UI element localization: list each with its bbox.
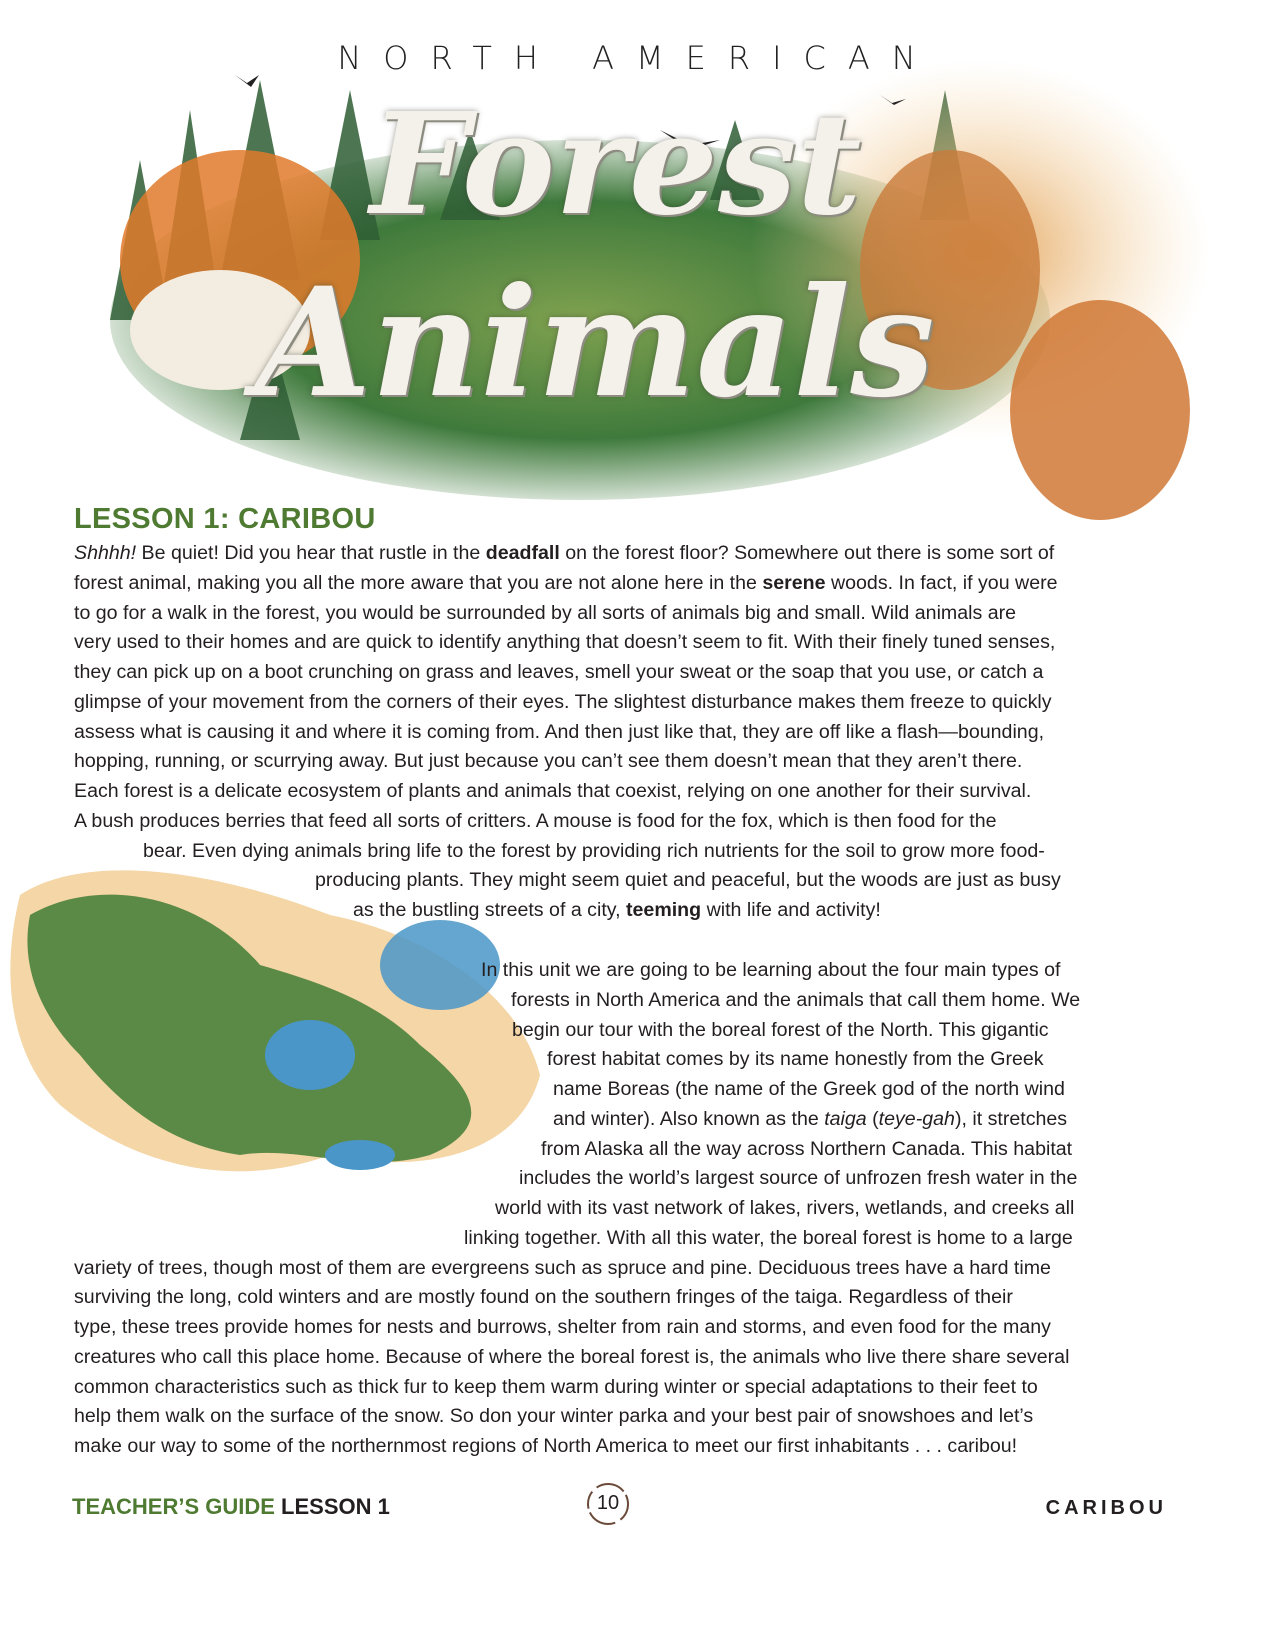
text-line bbox=[143, 839, 1045, 863]
text-line bbox=[74, 601, 1016, 625]
text-segment: assess what is causing it and where it is coming from. And then just like that, they are off like a flash—bounding, bbox=[74, 720, 1045, 743]
text-segment: forest animal, making you all the more aware that you are not alone here in the bbox=[74, 571, 763, 594]
text-segment: they can pick up on a boot crunching on grass and leaves, smell your sweat or the soap that you use, or catch a bbox=[74, 661, 1044, 683]
text-line bbox=[74, 1404, 1033, 1428]
text-segment: Each forest is a delicate ecosystem of plants and animals that coexist, relying on one another for their survival. bbox=[74, 780, 1032, 802]
text-segment: make our way to some of the northernmost regions of North America to meet our first inhabitants . . . caribou! bbox=[74, 1435, 1018, 1457]
text-line bbox=[74, 809, 996, 833]
page-number-text: 10 bbox=[596, 1492, 620, 1514]
text-line bbox=[553, 1077, 1065, 1101]
text-segment: with life and activity! bbox=[701, 899, 881, 921]
text-segment: help them walk on the surface of the snow. So don your winter parka and your best pair of snowshoes and let’s bbox=[74, 1405, 1034, 1428]
text-line bbox=[74, 660, 1043, 684]
text-segment: Be quiet! Did you hear that rustle in the bbox=[136, 542, 486, 564]
footer-guide-label bbox=[72, 1493, 390, 1521]
text-line bbox=[74, 541, 1054, 565]
text-line bbox=[464, 1226, 1073, 1250]
text-segment: producing plants. They might seem quiet and peaceful, but the woods are just as busy bbox=[315, 869, 1061, 892]
text-segment: forest habitat comes by its name honestly from the Greek bbox=[547, 1048, 1044, 1071]
text-segment: and winter). Also known as the bbox=[553, 1107, 825, 1130]
text-segment: common characteristics such as thick fur to keep them warm during winter or special adaptations to their feet to bbox=[74, 1375, 1038, 1398]
text-segment: In this unit we are going to be learning about the four main types of bbox=[481, 959, 1061, 981]
text-segment: Shhhh! bbox=[74, 542, 137, 564]
banner-title-animals: Animals bbox=[255, 255, 935, 431]
text-segment: from Alaska all the way across Northern Canada. This habitat bbox=[541, 1137, 1073, 1160]
text-line bbox=[74, 690, 1052, 714]
text-segment: begin our tour with the boreal forest of the North. This gigantic bbox=[512, 1018, 1049, 1041]
text-segment: to go for a walk in the forest, you would be surrounded by all sorts of animals big and small. Wild animals are bbox=[74, 601, 1017, 624]
text-segment: world with its vast network of lakes, rivers, wetlands, and creeks all bbox=[495, 1197, 1075, 1219]
text-segment: type, these trees provide homes for nests and burrows, shelter from rain and storms, and even food for the many bbox=[74, 1316, 1051, 1338]
text-segment: as the bustling streets of a city, bbox=[353, 899, 626, 921]
vocab-word: deadfall bbox=[485, 542, 560, 564]
text-line bbox=[74, 749, 1022, 773]
banner-title-forest: Forest bbox=[370, 83, 862, 247]
text-segment: surviving the long, cold winters and are mostly found on the southern fringes of the taiga. Regardless of their bbox=[74, 1286, 1013, 1309]
text-line bbox=[547, 1047, 1044, 1071]
text-line bbox=[74, 1285, 1013, 1309]
vocab-word: teeming bbox=[626, 899, 702, 921]
text-line bbox=[74, 1315, 1051, 1339]
teachers-guide-label: TEACHER’S GUIDE bbox=[72, 1494, 275, 1519]
text-segment: includes the world’s largest source of unfrozen fresh water in the bbox=[519, 1167, 1078, 1190]
text-line bbox=[519, 1166, 1077, 1190]
text-segment: taiga bbox=[824, 1107, 867, 1130]
banner-subtitle: NORTH AMERICAN bbox=[337, 39, 938, 77]
page-number bbox=[580, 1478, 636, 1528]
text-line bbox=[74, 630, 1055, 654]
text-line bbox=[511, 988, 1080, 1012]
text-segment: ), it stretches bbox=[954, 1107, 1068, 1130]
footer-lesson-label: LESSON 1 bbox=[281, 1494, 390, 1519]
text-segment: hopping, running, or scurrying away. But just because you can’t see them doesn’t mean that they aren’t there. bbox=[74, 750, 1023, 773]
text-segment: woods. In fact, if you were bbox=[825, 571, 1058, 594]
text-segment: glimpse of your movement from the corners of their eyes. The slightest disturbance makes them freeze to quickly bbox=[74, 690, 1052, 713]
lesson-heading: LESSON 1: CARIBOU bbox=[74, 503, 376, 535]
text-line bbox=[353, 898, 881, 922]
text-segment: ( bbox=[866, 1107, 879, 1130]
text-segment: linking together. With all this water, the boreal forest is home to a large bbox=[464, 1226, 1073, 1249]
text-line bbox=[74, 720, 1044, 744]
text-line bbox=[481, 958, 1060, 982]
text-segment: teye-gah bbox=[878, 1107, 955, 1130]
text-segment: forests in North America and the animals that call them home. We bbox=[511, 988, 1081, 1011]
text-segment: bear. Even dying animals bring life to the forest by providing rich nutrients for the soil to grow more food- bbox=[143, 839, 1045, 862]
text-segment: creatures who call this place home. Because of where the boreal forest is, the animals who live there share several bbox=[74, 1345, 1070, 1368]
text-line bbox=[74, 1434, 1017, 1458]
text-segment: very used to their homes and are quick to identify anything that doesn’t seem to fit. With their finely tuned senses, bbox=[74, 631, 1056, 654]
text-segment: A bush produces berries that feed all sorts of critters. A mouse is food for the fox, which is then food for the bbox=[74, 809, 997, 832]
text-line bbox=[74, 779, 1031, 803]
text-line bbox=[553, 1107, 1067, 1131]
text-line bbox=[315, 868, 1061, 892]
text-line bbox=[512, 1018, 1049, 1042]
text-line bbox=[541, 1137, 1072, 1161]
text-line bbox=[74, 1345, 1069, 1369]
text-line bbox=[74, 1256, 1051, 1280]
vocab-word: serene bbox=[762, 571, 826, 594]
text-line bbox=[74, 571, 1058, 595]
text-segment: on the forest floor? Somewhere out there is some sort of bbox=[559, 542, 1055, 564]
text-line bbox=[495, 1196, 1074, 1220]
text-segment: name Boreas (the name of the Greek god of the north wind bbox=[553, 1078, 1065, 1100]
footer-topic: CARIBOU bbox=[1045, 1497, 1167, 1519]
text-line bbox=[74, 1375, 1038, 1399]
text-segment: variety of trees, though most of them are evergreens such as spruce and pine. Deciduous trees have a hard time bbox=[74, 1256, 1051, 1279]
